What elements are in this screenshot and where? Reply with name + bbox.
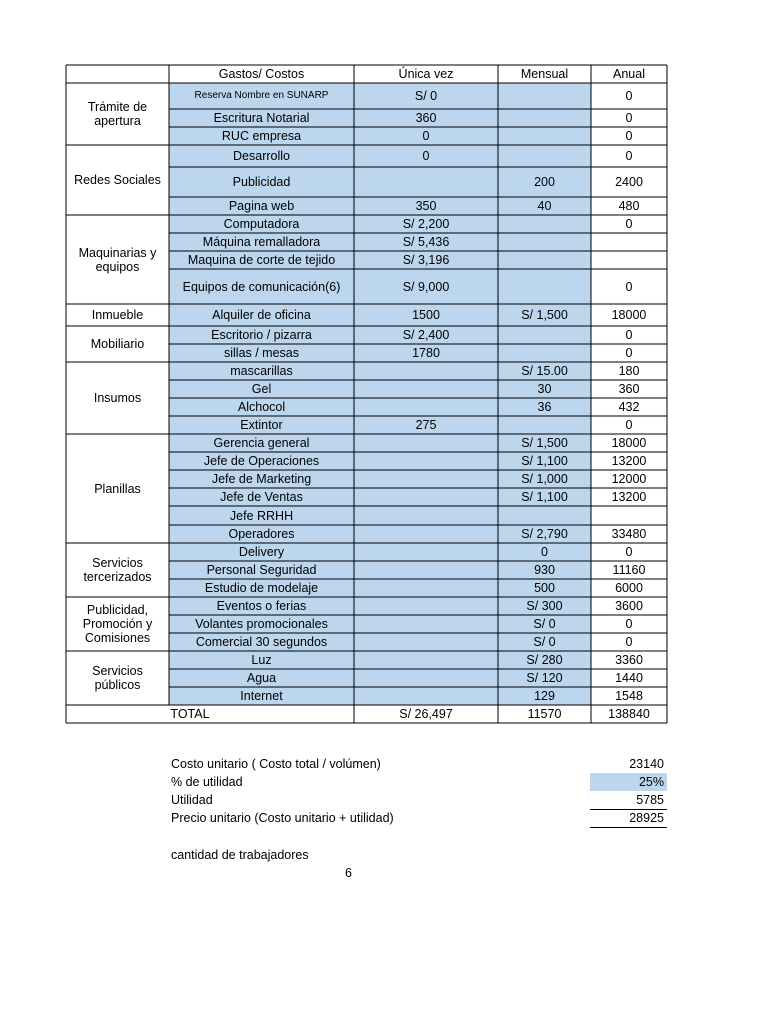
mensual-value — [498, 269, 591, 304]
mensual-value: 30 — [537, 382, 552, 396]
category-label: Redes Sociales — [74, 173, 161, 187]
unica-value — [354, 651, 498, 669]
item-label: Agua — [246, 671, 277, 685]
unica-value — [354, 597, 498, 615]
header-unica: Única vez — [398, 67, 454, 81]
category-label: Inmueble — [91, 308, 144, 322]
item-label: Internet — [240, 689, 283, 703]
mensual-value: S/ 1,100 — [521, 490, 568, 504]
mensual-value: S/ 1,500 — [521, 308, 568, 322]
precio-unitario-value: 28925 — [629, 811, 664, 825]
anual-value: 432 — [618, 400, 640, 414]
anual-value: 3600 — [615, 599, 643, 613]
mensual-value: S/ 2,790 — [521, 527, 568, 541]
unica-value — [354, 434, 498, 452]
unica-value: 350 — [415, 199, 437, 213]
anual-value: 13200 — [611, 454, 647, 468]
item-label: Jefe de Marketing — [211, 472, 312, 486]
anual-value: 0 — [625, 545, 633, 559]
anual-value: 360 — [618, 382, 640, 396]
item-label: mascarillas — [230, 364, 293, 378]
anual-value: 0 — [625, 129, 633, 143]
mensual-value — [498, 215, 591, 233]
anual-value: 33480 — [611, 527, 647, 541]
mensual-value: S/ 0 — [533, 635, 556, 649]
item-label: Jefe de Ventas — [220, 490, 303, 504]
unica-value — [354, 669, 498, 687]
item-label: Desarrollo — [233, 149, 290, 163]
unica-value — [354, 579, 498, 597]
item-label: Maquina de corte de tejido — [187, 253, 336, 267]
anual-value: 1548 — [615, 689, 643, 703]
category-label: Planillas — [94, 481, 141, 496]
mensual-value: 40 — [537, 199, 552, 213]
anual-value — [591, 233, 667, 251]
item-label: Volantes promocionales — [195, 617, 328, 631]
mensual-value — [498, 233, 591, 251]
anual-value: 0 — [625, 635, 633, 649]
utilidad-pct-label: % de utilidad — [171, 775, 243, 789]
item-label: Publicidad — [232, 175, 291, 189]
mensual-value: S/ 15.00 — [521, 364, 568, 378]
mensual-value: S/ 1,000 — [521, 472, 568, 486]
item-label: Gel — [251, 382, 272, 396]
mensual-value: S/ 300 — [526, 599, 563, 613]
anual-value: 0 — [625, 111, 633, 125]
unica-value — [354, 452, 498, 470]
unica-value — [354, 362, 498, 380]
header-gastos: Gastos/ Costos — [218, 67, 305, 81]
total-mensual: 11570 — [527, 707, 562, 721]
category-label: Publicidad, Promoción y Comisiones — [82, 603, 153, 645]
anual-value — [591, 251, 667, 269]
unica-value — [354, 687, 498, 705]
unica-value: S/ 2,200 — [402, 217, 450, 231]
total-anual: 138840 — [608, 707, 650, 721]
item-label: Eventos o ferias — [216, 599, 307, 613]
mensual-value: 0 — [541, 545, 548, 559]
mensual-value: 129 — [534, 689, 555, 703]
anual-value: 3360 — [615, 653, 643, 667]
anual-value: 0 — [625, 217, 633, 231]
total-unica: S/ 26,497 — [399, 707, 453, 721]
mensual-value: S/ 280 — [526, 653, 563, 667]
item-label: Máquina remalladora — [202, 235, 321, 249]
anual-value: 18000 — [611, 308, 647, 322]
anual-value: 0 — [625, 149, 633, 163]
category-label: Mobiliario — [90, 337, 145, 351]
mensual-value — [498, 344, 591, 362]
anual-value: 6000 — [615, 581, 643, 595]
mensual-value: S/ 1,500 — [521, 436, 568, 450]
anual-value: 18000 — [611, 436, 647, 450]
item-label: Computadora — [223, 217, 300, 231]
utilidad-pct-value: 25% — [638, 775, 664, 789]
unica-value — [354, 470, 498, 488]
mensual-value: S/ 0 — [533, 617, 556, 631]
total-label: TOTAL — [170, 707, 210, 721]
unica-value — [354, 506, 498, 525]
anual-value: 0 — [625, 279, 633, 294]
header-mensual: Mensual — [520, 67, 569, 81]
anual-value: 0 — [625, 346, 633, 360]
category-label: Trámite de apertura — [87, 100, 148, 128]
unica-value: 1780 — [412, 346, 440, 360]
costo-unitario-value: 23140 — [629, 757, 664, 771]
category-label: Servicios tercerizados — [83, 556, 152, 584]
item-label: Escritura Notarial — [213, 111, 310, 125]
unica-value: S/ 3,196 — [402, 253, 450, 267]
anual-value — [591, 506, 667, 525]
item-label: Pagina web — [228, 199, 295, 213]
item-label: Delivery — [238, 545, 285, 559]
item-label: Gerencia general — [213, 436, 310, 450]
mensual-value — [498, 251, 591, 269]
mensual-value: 200 — [534, 175, 555, 189]
anual-value: 0 — [625, 418, 633, 432]
mensual-value — [498, 83, 591, 109]
anual-value: 1440 — [615, 671, 643, 685]
unica-value — [354, 633, 498, 651]
item-label: Equipos de comunicación(6) — [182, 279, 341, 294]
unica-value — [354, 561, 498, 579]
category-label: Maquinarias y equipos — [78, 245, 157, 274]
unica-value — [354, 398, 498, 416]
anual-value: 180 — [618, 364, 640, 378]
unica-value: 0 — [422, 129, 430, 143]
anual-value: 2400 — [615, 175, 643, 189]
unica-value: S/ 0 — [414, 89, 438, 103]
header-anual: Anual — [613, 67, 645, 81]
unica-value: 1500 — [412, 308, 440, 322]
mensual-value — [498, 326, 591, 344]
item-label: Extintor — [240, 418, 283, 432]
unica-value: S/ 2,400 — [402, 328, 450, 342]
unica-value: 275 — [415, 418, 437, 432]
unica-value — [354, 615, 498, 633]
item-label: sillas / mesas — [223, 346, 300, 360]
unica-value — [354, 543, 498, 561]
mensual-value — [498, 109, 591, 127]
unica-value — [354, 525, 498, 543]
unica-value: S/ 9,000 — [402, 279, 450, 294]
anual-value: 11160 — [612, 563, 646, 577]
mensual-value: S/ 120 — [526, 671, 563, 685]
unica-value — [354, 488, 498, 506]
category-label: Insumos — [93, 391, 142, 405]
anual-value: 13200 — [611, 490, 647, 504]
utilidad-value: 5785 — [636, 793, 664, 807]
anual-value: 12000 — [611, 472, 647, 486]
item-label: Jefe RRHH — [229, 508, 294, 523]
item-label: Jefe de Operaciones — [203, 454, 320, 468]
item-label: Operadores — [228, 527, 295, 541]
category-label: Servicios públicos — [92, 664, 143, 692]
anual-value: 0 — [625, 328, 633, 342]
item-label: Escritorio / pizarra — [211, 328, 312, 342]
item-label: RUC empresa — [221, 129, 302, 143]
precio-unitario-label: Precio unitario (Costo unitario + utilidad) — [171, 811, 394, 825]
item-label: Estudio de modelaje — [204, 581, 319, 595]
unica-value: 0 — [422, 149, 430, 163]
mensual-value: 36 — [537, 400, 552, 414]
unica-value: S/ 5,436 — [402, 235, 450, 249]
item-label: Personal Seguridad — [206, 563, 317, 577]
item-label: Alchocol — [237, 400, 286, 414]
mensual-value — [498, 506, 591, 525]
anual-value: 480 — [618, 199, 640, 213]
utilidad-label: Utilidad — [171, 793, 213, 807]
mensual-value: 500 — [534, 581, 555, 595]
mensual-value — [498, 416, 591, 434]
anual-value: 0 — [625, 89, 633, 103]
mensual-value — [498, 145, 591, 167]
trabajadores-value: 6 — [345, 866, 352, 880]
unica-value — [354, 167, 498, 197]
item-label: Luz — [251, 653, 272, 667]
costo-unitario-label: Costo unitario ( Costo total / volúmen) — [171, 757, 381, 771]
precio-bottom-rule — [590, 827, 667, 828]
anual-value: 0 — [625, 617, 633, 631]
mensual-value: S/ 1,100 — [521, 454, 568, 468]
unica-value: 360 — [415, 111, 437, 125]
mensual-value: 930 — [534, 563, 555, 577]
mensual-value — [498, 127, 591, 145]
item-label: Alquiler de oficina — [212, 308, 311, 322]
item-label: Comercial 30 segundos — [195, 635, 328, 649]
item-label: Reserva Nombre en SUNARP — [194, 90, 329, 101]
unica-value — [354, 380, 498, 398]
trabajadores-label: cantidad de trabajadores — [171, 848, 309, 862]
